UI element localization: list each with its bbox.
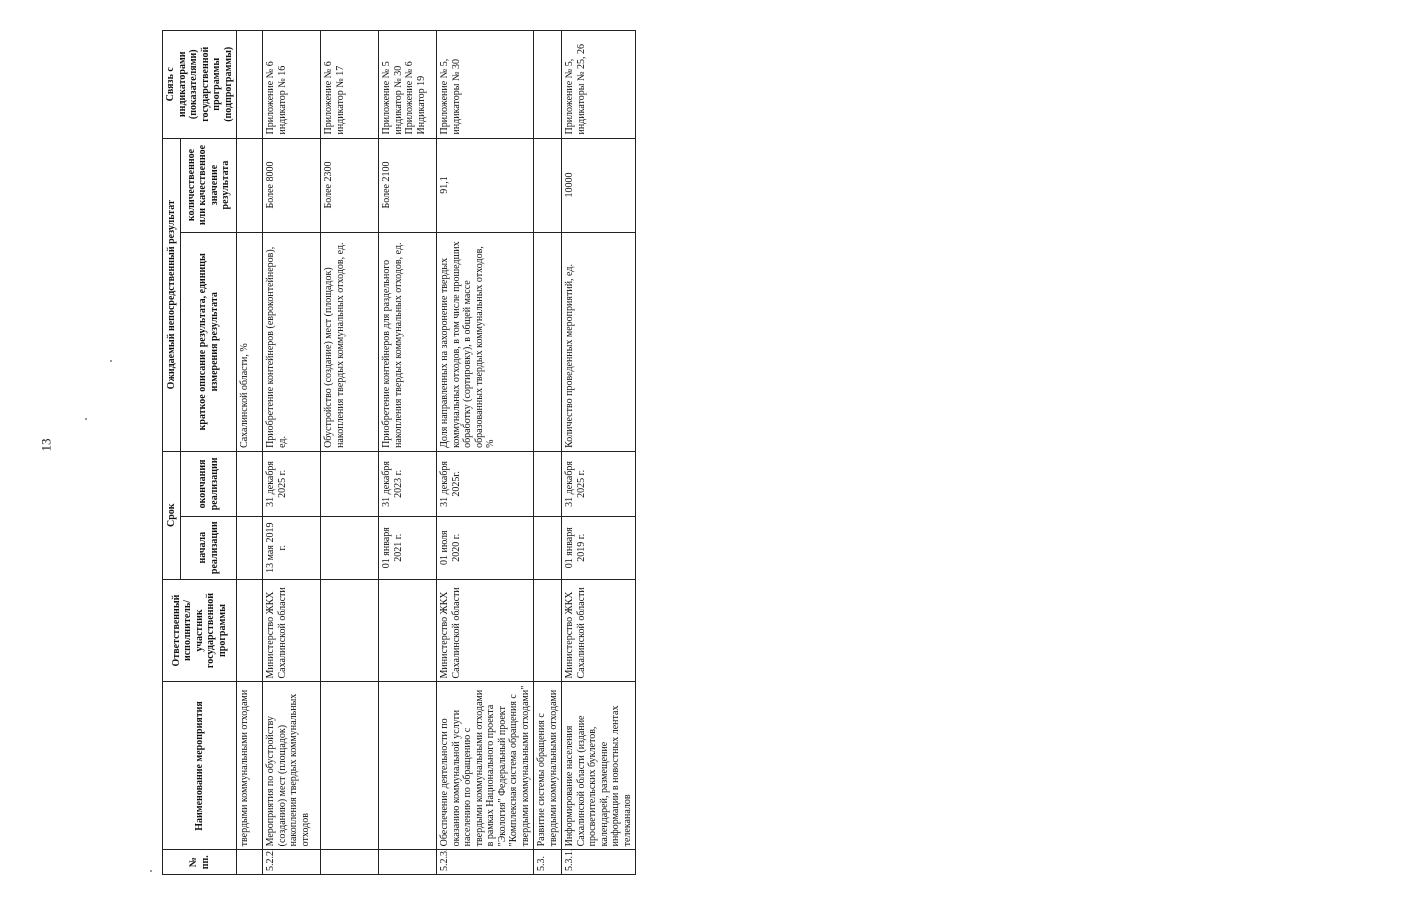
table-row (263, 31, 321, 875)
cell-responsible: Министерство ЖКХ Сахалинской области (263, 579, 321, 682)
cell-link: Приложение № 6 индикатор № 16 (263, 31, 321, 139)
cell-num (237, 850, 263, 875)
cell-end: 31 декабря 2023 г. (379, 451, 437, 516)
cell-num (379, 850, 437, 875)
document-table-container (162, 30, 633, 875)
cell-num: 5.2.2. (263, 850, 321, 875)
cell-start: 01 января 2021 г. (379, 516, 437, 579)
measures-table (162, 30, 636, 875)
header-name: Наименование мероприятия (163, 682, 237, 850)
cell-link: Приложение № 5, индикаторы № 30 (437, 31, 534, 139)
scan-speck (150, 870, 152, 872)
cell-value: Более 8000 (263, 138, 321, 232)
cell-start (237, 516, 263, 579)
cell-start (321, 516, 379, 579)
table-row (437, 31, 534, 875)
cell-description: Приобретение контейнеров для раздельного накопления твердых коммунальных отходов, ед. (379, 232, 437, 451)
cell-link: Приложение № 5 индикатор № 30 Приложение № 6 Индикатор 19 (379, 31, 437, 139)
cell-value: 10000 (562, 138, 636, 232)
cell-num: 5.2.3. (437, 850, 534, 875)
header-end: окончания реализации (181, 451, 237, 516)
cell-end: 31 декабря 2025 г. (263, 451, 321, 516)
cell-description: Обустройство (создание) мест (площадок) накопления твердых коммунальных отходов, ед. (321, 232, 379, 451)
cell-responsible (379, 579, 437, 682)
cell-link: Приложение № 5, индикаторы № 25, 26 (562, 31, 636, 139)
header-start: начала реализации (181, 516, 237, 579)
cell-start: 01 июля 2020 г. (437, 516, 534, 579)
cell-end (237, 451, 263, 516)
cell-responsible: Министерство ЖКХ Сахалинской области (437, 579, 534, 682)
cell-link: Приложение № 6 индикатор № 17 (321, 31, 379, 139)
header-term: Срок (163, 451, 181, 579)
cell-name: твердыми коммунальными отходами (237, 682, 263, 850)
cell-num: 5.3.1. (562, 850, 636, 875)
cell-description: Количество проведенных мероприятий, ед. (562, 232, 636, 451)
cell-description: Сахалинской области, % (237, 232, 263, 451)
cell-responsible (534, 579, 562, 682)
cell-description: Приобретение контейнеров (евроконтейнеров), ед. (263, 232, 321, 451)
cell-start (534, 516, 562, 579)
cell-start: 01 января 2019 г. (562, 516, 636, 579)
scan-speck (110, 360, 112, 362)
header-responsible: Ответственный исполнитель/участник государственной программы (163, 579, 237, 682)
cell-num: 5.3. (534, 850, 562, 875)
cell-name: Обеспечение деятельности по оказанию коммунальной услуги населению по обращению с твердыми коммунальными отходами в рамках Национального проекта "Экология" Федеральный проект "Комплексная система обращения с твердыми коммунальными отходами" (437, 682, 534, 850)
table-row (562, 31, 636, 875)
cell-link (237, 31, 263, 139)
scan-speck (85, 418, 87, 420)
header-row-1 (163, 31, 181, 875)
header-description: краткое описание результата, единицы измерения результата (181, 232, 237, 451)
cell-name (321, 682, 379, 850)
cell-value (237, 138, 263, 232)
table-row (379, 31, 437, 875)
cell-responsible: Министерство ЖКХ Сахалинской области (562, 579, 636, 682)
cell-responsible (237, 579, 263, 682)
cell-start: 13 мая 2019 г. (263, 516, 321, 579)
cell-value (534, 138, 562, 232)
cell-link (534, 31, 562, 139)
cell-end: 31 декабря 2025г. (437, 451, 534, 516)
header-value: количественное или качественное значение результата (181, 138, 237, 232)
cell-value: 91,1 (437, 138, 534, 232)
rotated-table-area (162, 30, 1407, 875)
cell-name: Информирование населения Сахалинской области (издание просветительских буклетов, календарей, размещение информации в новостных лентах телеканалов (562, 682, 636, 850)
cell-name: Развитие системы обращения с твердыми коммунальными отходами (534, 682, 562, 850)
table-row (237, 31, 263, 875)
cell-description: Доля направленных на захоронение твердых коммунальных отходов, в том числе прошедших обработку (сортировку), в общей массе образованных твердых коммунальных отходов, % (437, 232, 534, 451)
cell-name: Мероприятия по обустройству (созданию) мест (площадок) накопления твердых коммунальных отходов (263, 682, 321, 850)
cell-num (321, 850, 379, 875)
header-num: № пп. (163, 850, 237, 875)
cell-value: Более 2300 (321, 138, 379, 232)
cell-end (321, 451, 379, 516)
header-expected: Ожидаемый непосредственный результат (163, 138, 181, 451)
cell-value: Более 2100 (379, 138, 437, 232)
cell-description (534, 232, 562, 451)
page-number: 13 (38, 438, 54, 452)
cell-end (534, 451, 562, 516)
header-link: Связь с индикаторами (показателями) государственной программы (подпрограммы) (163, 31, 237, 139)
cell-name (379, 682, 437, 850)
table-row (321, 31, 379, 875)
cell-end: 31 декабря 2025 г. (562, 451, 636, 516)
cell-responsible (321, 579, 379, 682)
table-row (534, 31, 562, 875)
table-body (237, 31, 636, 875)
